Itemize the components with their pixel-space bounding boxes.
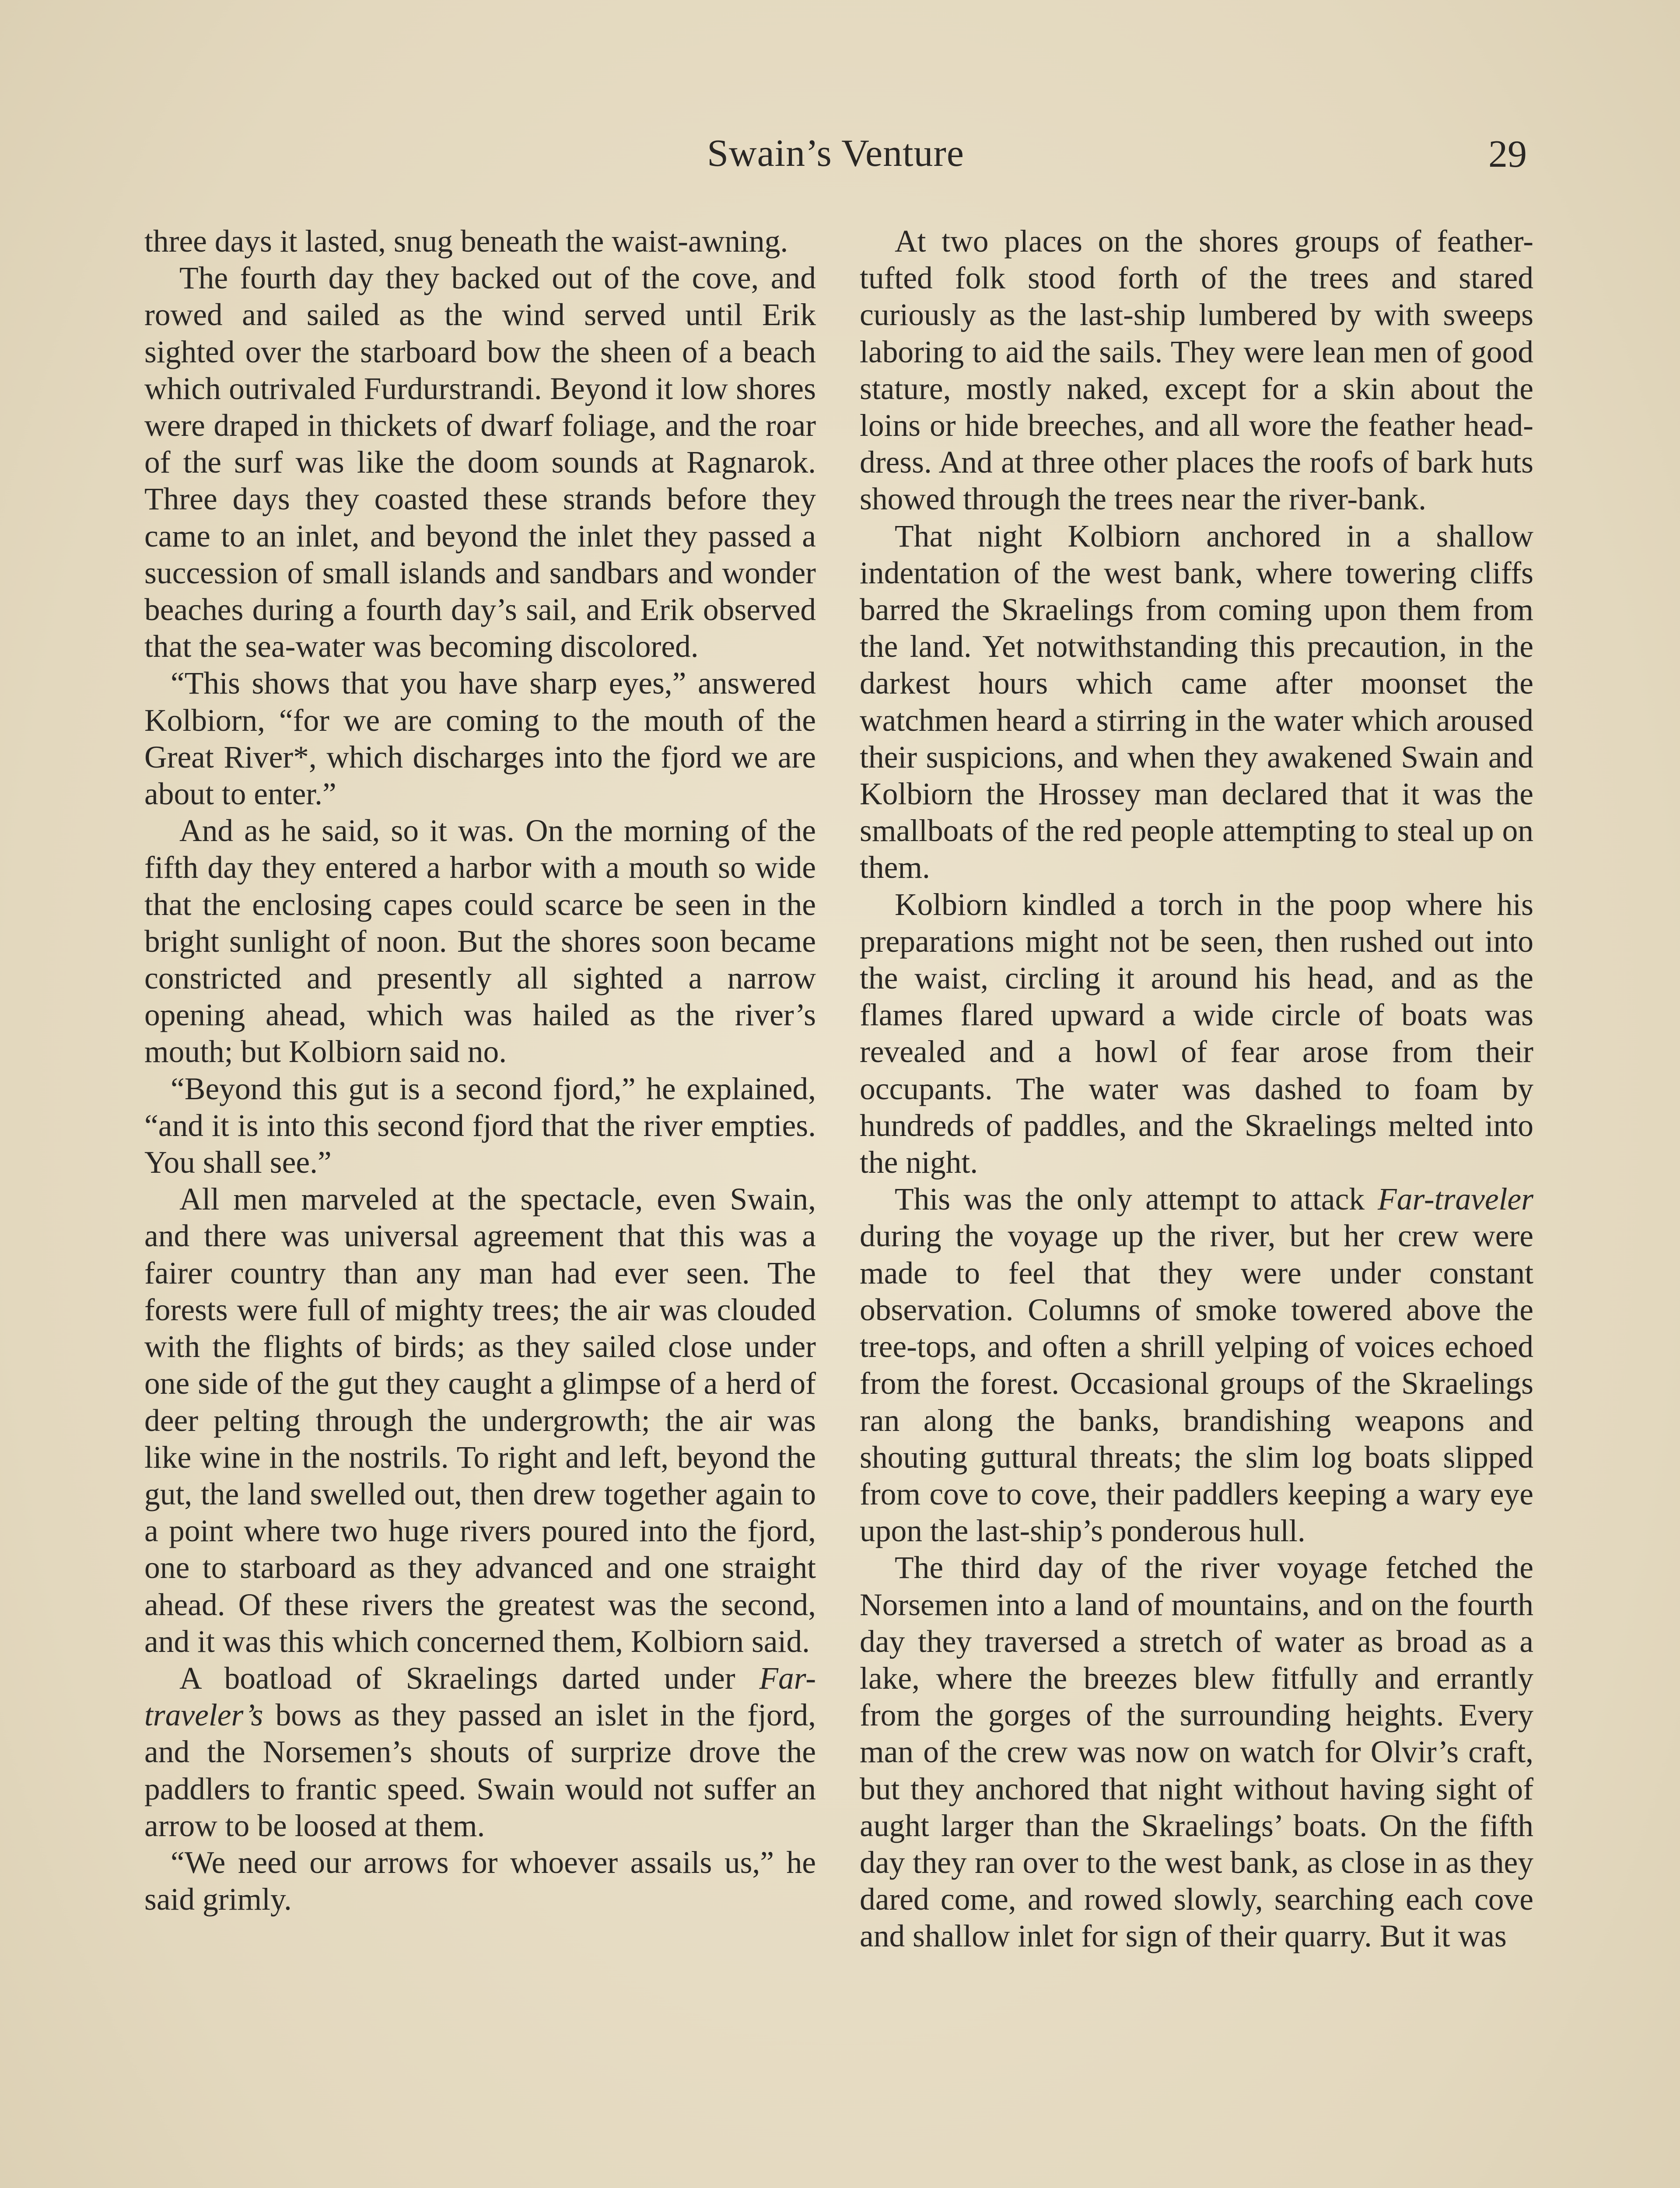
paragraph: At two places on the shores groups of feather-tufted folk stood forth of the trees and stared curiously as the last-ship lumbered by with sweeps laboring to aid the sails. They were lean men of good stature, mostly naked, except for a skin about the loins or hide breeches, and all wore the feather head-dress. And at three other places the roofs of bark huts showed through the trees near the river-bank. xyxy=(860,224,1533,517)
paragraph: three days it lasted, snug beneath the waist-awning. xyxy=(144,224,788,259)
page-number: 29 xyxy=(1488,133,1527,175)
paragraph xyxy=(144,1660,816,1844)
paragraph-text: bows as they passed an islet in the fjord, and the Norsemen’s shouts of surprize drove the paddlers to frantic speed. Swain would not suffer an arrow to be loosed at them. xyxy=(144,1698,816,1843)
paragraph: That night Kolbiorn anchored in a shallow indentation of the west bank, where towering cliffs barred the Skraelings from coming upon them from the land. Yet notwithstanding this precaution, in the darkest hours which came after moonset the watchmen heard a stirring in the water which aroused their suspicions, and when they awakened Swain and Kolbiorn the Hrossey man declared that it was the smallboats of the red people attempting to steal up on them. xyxy=(860,519,1533,885)
paragraph-text: during the voyage up the river, but her crew were made to feel that they were under constant observation. Columns of smoke towered above the tree-tops, and often a shrill yelping of voices echoed from the forest. Occasional groups of the Skraelings ran along the banks, brandishing weapons and shouting guttural threats; the slim log boats slipped from cove to cove, their paddlers keeping a wary eye upon the last-ship’s ponderous hull. xyxy=(860,1219,1533,1549)
ship-name-italic: Far-traveler xyxy=(1378,1182,1533,1217)
right-column xyxy=(860,223,1533,1955)
paragraph-text: This was the only attempt to attack xyxy=(895,1182,1365,1217)
paragraph xyxy=(860,1181,1533,1550)
paragraph: Kolbiorn kindled a torch in the poop where his preparations might not be seen, then rushed out into the waist, circling it around his head, and as the flames flared upward a wide circle of boats was revealed and a howl of fear arose from their occupants. The water was dashed to foam by hundreds of paddles, and the Skraelings melted into the night. xyxy=(860,887,1533,1180)
paragraph: The fourth day they backed out of the cove, and rowed and sailed as the wind served until Erik sighted over the starboard bow the sheen of a beach which outrivaled Furdurstrandi. Beyond it low shores were draped in thickets of dwarf foliage, and the roar of the surf was like the doom sounds at Ragnarok. Three days they coasted these strands before they came to an inlet, and beyond the inlet they passed a succession of small islands and sandbars and wonder beaches during a fourth day’s sail, and Erik observed that the sea-water was becoming discolored. xyxy=(144,261,816,664)
paragraph: “We need our arrows for whoever assails us,” he said grimly. xyxy=(144,1845,816,1917)
paragraph: All men marveled at the spectacle, even Swain, and there was universal agreement that this was a fairer country than any man had ever seen. The forests were full of mighty trees; the air was clouded with the flights of birds; as they sailed close under one side of the gut they caught a glimpse of a herd of deer pelting through the undergrowth; the air was like wine in the nostrils. To right and left, beyond the gut, the land swelled out, then drew together again to a point where two huge rivers poured into the fjord, one to starboard as they advanced and one straight ahead. Of these rivers the greatest was the second, and it was this which concerned them, Kolbiorn said. xyxy=(144,1182,816,1659)
paragraph: And as he said, so it was. On the morning of the fifth day they entered a harbor with a mouth so wide that the enclosing capes could scarce be seen in the bright sunlight of noon. But the shores soon became constricted and presently all sighted a narrow opening ahead, which was hailed as the river’s mouth; but Kolbiorn said no. xyxy=(144,813,816,1069)
ship-name-italic: Far-traveler’s xyxy=(144,1661,816,1733)
left-column xyxy=(144,223,816,1918)
running-title: Swain’s Venture xyxy=(707,132,964,175)
paragraph: The third day of the river voyage fetched the Norsemen into a land of mountains, and on the fourth day they traversed a stretch of water as broad as a lake, where the breezes blew fitfully and errantly from the gorges of the surrounding heights. Every man of the crew was now on watch for Olvir’s craft, but they anchored that night without having sight of aught larger than the Skraelings’ boats. On the fifth day they ran over to the west bank, as close in as they dared come, and rowed slowly, searching each cove and shallow inlet for sign of their quarry. But it was xyxy=(860,1550,1533,1954)
paragraph-text: A boatload of Skraelings darted under xyxy=(179,1661,735,1696)
paragraph: “This shows that you have sharp eyes,” answered Kolbiorn, “for we are coming to the mouth of the Great River*, which discharges into the fjord we are about to enter.” xyxy=(144,666,816,812)
page-header xyxy=(144,127,1527,193)
paragraph: “Beyond this gut is a second fjord,” he explained, “and it is into this second fjord that the river empties. You shall see.” xyxy=(144,1071,816,1180)
